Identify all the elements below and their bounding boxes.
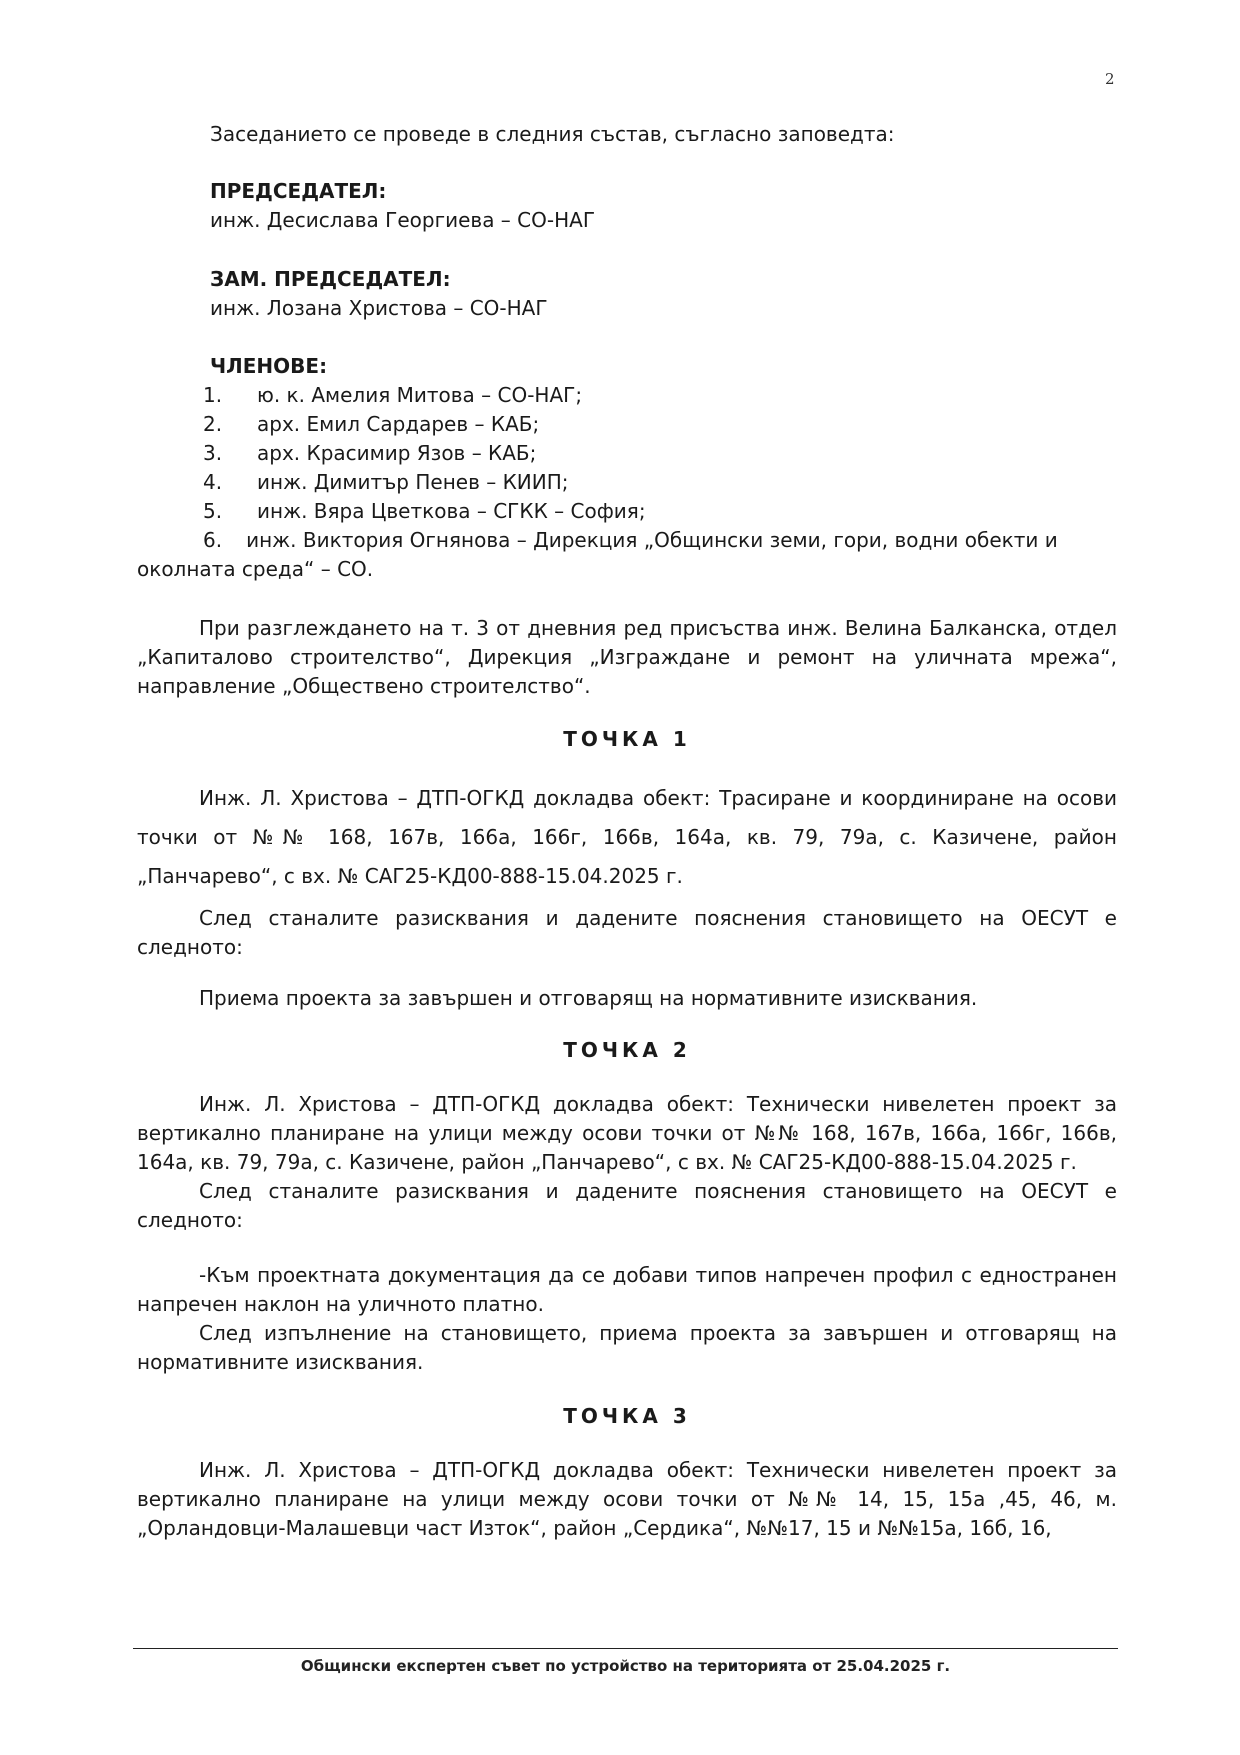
list-item [137, 526, 1117, 584]
point-2-title: ТОЧКА 2 [563, 1038, 691, 1062]
point-1-opinion-intro: След станалите разисквания и дадените пояснения становището на ОЕСУТ е следното: [137, 906, 1117, 959]
item-number: 2. [203, 412, 223, 436]
item-number: 6. [203, 528, 223, 552]
footer-divider [133, 1648, 1118, 1649]
list-item [137, 381, 1117, 410]
point-3-title: ТОЧКА 3 [563, 1404, 691, 1428]
list-item [137, 497, 1117, 526]
point-1-title: ТОЧКА 1 [563, 727, 691, 751]
point-3-report: Инж. Л. Христова – ДТП-ОГКД докладва обект: Технически нивелетен проект за вертикално планиране на улици между осови точки от №№ 14, 15, 15а ,45, 46, м. „Орландовци-Малашевци част Изток“, район „Сердика“, №№17, 15 и №№15а, 16б, 16, [137, 1458, 1117, 1540]
item-number: 1. [203, 383, 223, 407]
point-2-decision: След изпълнение на становището, приема проекта за завършен и отговарящ на нормативните изисквания. [137, 1321, 1117, 1374]
member-text: инж. Димитър Пенев – КИИП; [257, 470, 569, 494]
item-number: 4. [203, 470, 223, 494]
point-1-report: Инж. Л. Христова – ДТП-ОГКД докладва обект: Трасиране и координиране на осови точки от №№ 168, 167в, 166а, 166г, 166в, 164а, кв. 79, 79а, с. Казичене, район „Панчарево“, с вх. № САГ25-КД00-888-15.04.2025 г. [137, 786, 1117, 888]
member-text: инж. Виктория Огнянова – Дирекция „Общински земи, гори, водни обекти и околната среда“ – СО. [137, 528, 1058, 581]
document-body [137, 120, 1117, 1543]
point-2-requirement: -Към проектната документация да се добави типов напречен профил с едностранен напречен наклон на уличното платно. [137, 1263, 1117, 1316]
chairman-heading: ПРЕДСЕДАТЕЛ: [210, 179, 387, 203]
deputy-heading: ЗАМ. ПРЕДСЕДАТЕЛ: [210, 267, 451, 291]
member-text: ю. к. Амелия Митова – СО-НАГ; [257, 383, 583, 407]
page-footer: Общински експертен съвет по устройство на територията от 25.04.2025 г. [300, 1657, 951, 1675]
point-1-decision: Приема проекта за завършен и отговарящ на нормативните изисквания. [199, 986, 978, 1010]
intro-text: Заседанието се проведе в следния състав, съгласно заповедта: [210, 122, 895, 146]
list-item [137, 439, 1117, 468]
item-number: 3. [203, 441, 223, 465]
chairman-name: инж. Десислава Георгиева – СО-НАГ [210, 208, 596, 232]
member-text: арх. Емил Сардарев – КАБ; [257, 412, 540, 436]
list-item [137, 410, 1117, 439]
page-number: 2 [1105, 70, 1115, 88]
deputy-name: инж. Лозана Христова – СО-НАГ [210, 296, 548, 320]
members-list [137, 381, 1117, 584]
member-text: арх. Красимир Язов – КАБ; [257, 441, 537, 465]
attendance-note: При разглеждането на т. 3 от дневния ред присъства инж. Велина Балканска, отдел „Капиталово строителство“, Дирекция „Изграждане и ремонт на уличната мрежа“, направление „Обществено строителство“. [137, 616, 1117, 698]
members-heading: ЧЛЕНОВЕ: [210, 354, 328, 378]
point-2-report: Инж. Л. Христова – ДТП-ОГКД докладва обект: Технически нивелетен проект за вертикално планиране на улици между осови точки от №№ 168, 167в, 166а, 166г, 166в, 164а, кв. 79, 79а, с. Казичене, район „Панчарево“, с вх. № САГ25-КД00-888-15.04.2025 г. [137, 1092, 1117, 1174]
member-text: инж. Вяра Цветкова – СГКК – София; [257, 499, 646, 523]
item-number: 5. [203, 499, 223, 523]
list-item [137, 468, 1117, 497]
point-2-opinion-intro: След станалите разисквания и дадените пояснения становището на ОЕСУТ е следното: [137, 1179, 1117, 1232]
